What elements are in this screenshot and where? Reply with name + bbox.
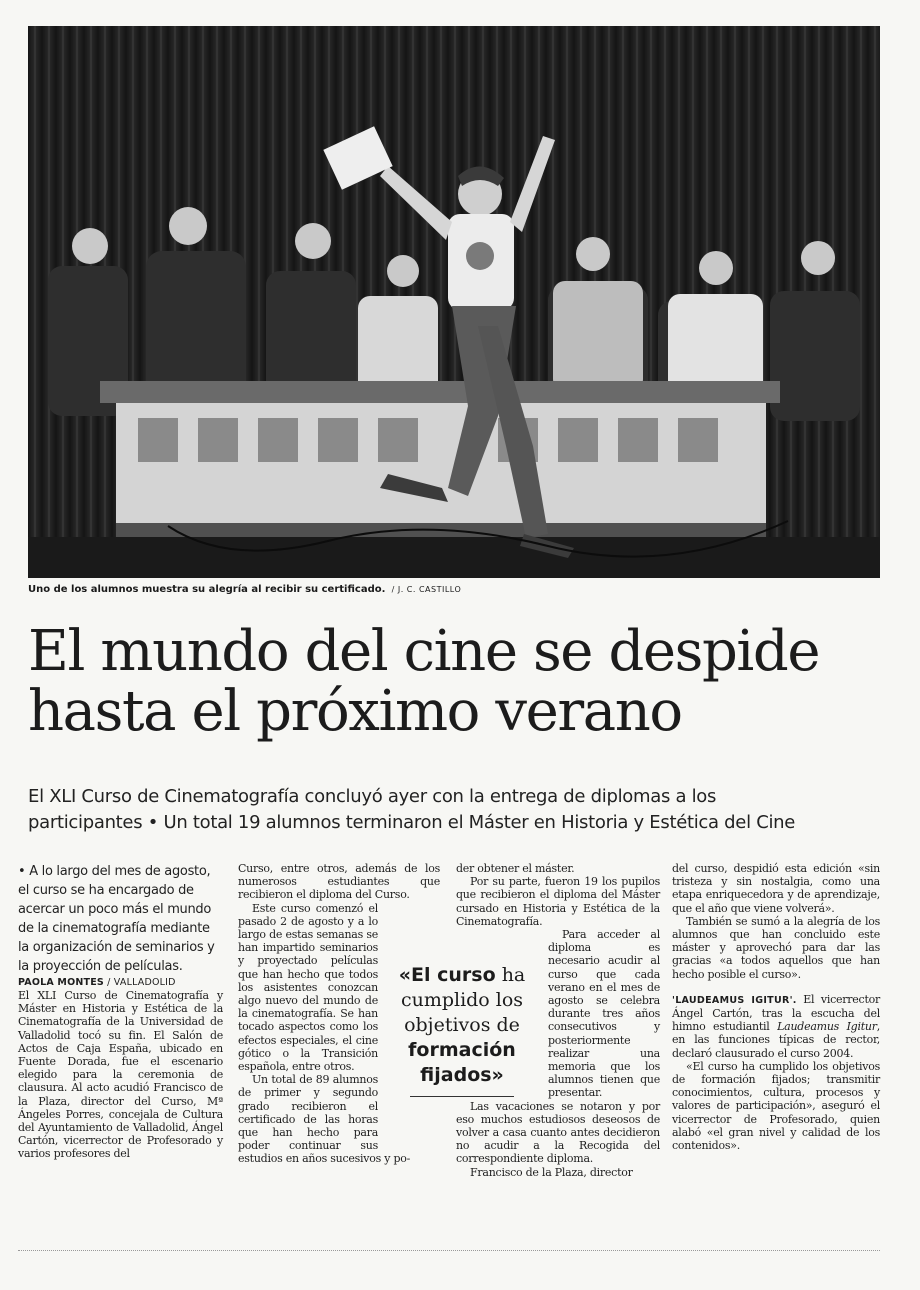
headline-line-2: hasta el próximo verano — [28, 679, 682, 744]
subheadline-line-1: El XLI Curso de Cinematografía concluyó ayer con la entrega de diplomas a los — [28, 786, 717, 807]
photo-credit: / J. C. CASTILLO — [391, 585, 462, 594]
body-paragraph: «El curso ha cumplido los objetivos de formación fijados; transmitir conocimientos, cultura, procesos y valores de participación», aseguró el vicerrector de Profesorado, quien alabó «el gran nivel y calidad de los contenidos». — [672, 1059, 880, 1153]
body-text: El vicerrector Ángel Cartón, tras la escucha del himno estudiantil — [672, 992, 880, 1034]
section-subhead: 'LAUDEAMUS IGITUR'. — [672, 994, 797, 1006]
article-column-4 — [672, 862, 880, 1152]
body-paragraph: der obtener el máster. — [456, 862, 575, 875]
subheadline — [28, 784, 892, 836]
byline — [18, 976, 223, 989]
headline — [28, 619, 892, 744]
body-paragraph: Un total de 89 alumnos de primer y segundo grado recibieron el certificado de las horas que han hecho para poder continuar sus estudios en años sucesivos y po- — [238, 1073, 411, 1166]
body-paragraph-text: Este curso comenzó el pasado 2 de agosto y a lo largo de estas semanas se han impartido seminarios y proyectado películas que han hecho que todos los asistentes conozcan algo nuevo del mundo de la cinematografía. Se han tocado aspectos como los efectos especiales, el cine gótico o la Transición española, entre otros. — [238, 901, 378, 1074]
body-paragraph: Para acceder al diploma es necesario acudir al curso que cada verano en el mes de agosto se celebra durante tres años consecutivos y posteriormente realizar una memoria que los alumnos tienen que presentar. — [548, 928, 660, 1100]
body-paragraph: del curso, despidió esta edición «sin tristeza y sin nostalgia, como una etapa enriquecedora y de aprendizaje, que el año que viene volverá». — [672, 862, 880, 915]
hymn-title: Laudeamus Igitur — [777, 1020, 877, 1034]
body-paragraph: También se sumó a la alegría de los alumnos que han concluido este máster y aprovechó para dar las gracias «a todos aquellos que han hecho posible el curso». — [672, 914, 880, 981]
lede-summary: • A lo largo del mes de agosto, el curso se ha encargado de acercar un poco más el mundo de la cinematografía mediante la organización de seminarios y la proyección de películas. — [18, 864, 215, 974]
body-text: , en las funciones típicas de rector, declaró clausurado el curso 2004. — [672, 1020, 880, 1060]
pull-quote — [378, 963, 546, 1097]
subheadline-line-2: participantes • Un total 19 alumnos terminaron el Máster en Historia y Estética del Cine — [28, 812, 796, 833]
pull-quote-rule — [410, 1096, 514, 1097]
body-paragraph: El XLI Curso de Cinematografía y Máster en Historia y Estética de la Cinematografía de la Universidad de Valladolid tocó su fin. El Salón de Actos de Caja España, ubicado en Fuente Dorada, fue el escenario elegido para la ceremonia de clausura. Al acto acudió Francisco de la Plaza, director del Curso, Mª Ángeles Porres, concejala de Cultura del Ayuntamiento de Valladolid, Ángel Cartón, vicerrector de Profesorado y varios profesores del — [18, 989, 223, 1161]
pull-quote-tail: formación fijados» — [408, 1039, 516, 1086]
body-paragraph: Francisco de la Plaza, director — [470, 1165, 633, 1179]
body-paragraph — [672, 993, 880, 1060]
headline-line-1: El mundo del cine se despide — [28, 619, 820, 684]
photo-caption — [28, 582, 880, 598]
byline-place: / VALLADOLID — [107, 977, 176, 988]
pull-quote-lead: «El curso — [398, 964, 496, 986]
byline-author: PAOLA MONTES — [18, 977, 104, 988]
body-paragraph: Por su parte, fueron 19 los pupilos que recibieron el diploma del Máster cursado en Historia y Estética de la Cinematografía. — [456, 875, 660, 928]
news-photo — [28, 26, 880, 578]
body-paragraph: Las vacaciones se notaron y por eso muchos estudiosos deseosos de volver a casa cuanto antes decidieron no acudir a la Recogida del correspondiente diploma. — [456, 1099, 660, 1166]
article-column-1 — [18, 862, 223, 1161]
caption-text: Uno de los alumnos muestra su alegría al recibir su certificado. — [28, 584, 386, 595]
bottom-divider — [18, 1250, 880, 1252]
body-paragraph: Curso, entre otros, además de los numerosos estudiantes que recibieron el diploma del Curso. — [238, 862, 440, 902]
photo-illustration — [28, 26, 880, 578]
pull-quote-middle: ha cumplido los objetivos de — [400, 964, 526, 1036]
